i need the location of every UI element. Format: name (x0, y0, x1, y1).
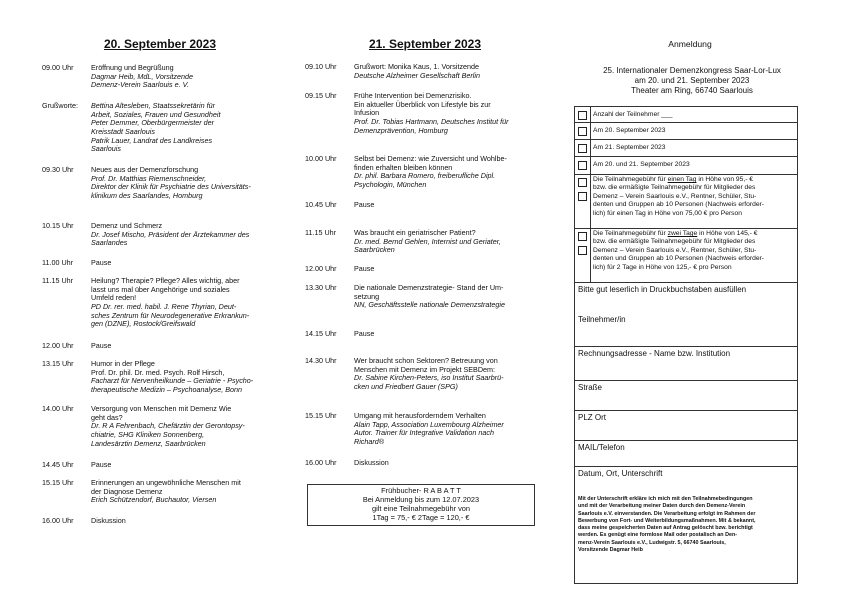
schedule-topic: Selbst bei Demenz: wie Zuversicht und Wohlbe- finden erhalten bleiben können (354, 154, 507, 172)
schedule-speaker: Dr. med. Bernd Gehlen, Internist und Geriater, Saarbrücken (354, 236, 501, 255)
schedule-item (42, 461, 281, 470)
schedule-content (91, 360, 281, 395)
schedule-topic: Frühe Intervention bei Demenzrisiko. Ein aktueller Überblick von Lifestyle bis zur Infusion (354, 91, 491, 118)
schedule-content (354, 155, 544, 190)
fee-one-day-text: Die Teilnahmegebühr für einen Tag in Höhe von 95,- € bzw. die ermäßigte Teilnahmegebühr für Mitglieder des Demenz – Verein Saarlouis e.V., Rentner, Schüler, Stu- denten und Gruppen ab 10 Personen (Nachweis erforder- lich) für einen Tag in Höhe von 75,00 € pro Person (593, 176, 765, 217)
checkbox-fee-one-day-reduced[interactable] (578, 192, 587, 201)
schedule-content (91, 479, 281, 505)
label-21sep: Am 21. September 2023 (593, 144, 666, 151)
schedule-speaker: Bettina Altesleben, Staatssekretärin für Arbeit, Soziales, Frauen und Gesundheit Peter Demmer, Oberbürgermeister der Kreisstadt Saarlouis Patrik Lauer, Landrat des Landkreises Saarlouis (91, 101, 221, 154)
schedule-topic: Was braucht ein geriatrischer Patient? (354, 228, 476, 237)
schedule-speaker: Prof. Dr. Tobias Hartmann, Deutsches Institut für Demenzprävention, Homburg (354, 116, 509, 135)
schedule-topic: Heilung? Therapie? Pflege? Alles wichtig, aber lasst uns mal über Angehörige und soziales Umfeld reden! (91, 276, 240, 303)
schedule-content (91, 259, 281, 268)
schedule-topic: Die nationale Demenzstrategie- Stand der Um- setzung (354, 283, 504, 301)
form-row-fee-two-days (575, 229, 797, 283)
schedule-item (305, 63, 544, 80)
schedule-content (91, 222, 281, 248)
schedule-content (354, 330, 544, 339)
schedule-speaker: Prof. Dr. Matthias Riemenschneider, Direktor der Klinik für Psychiatrie des Universitäts- klinikum des Saarlandes, Homburg (91, 173, 251, 200)
schedule-topic: Demenz und Schmerz (91, 221, 163, 230)
schedule-item (42, 277, 281, 329)
schedule-speaker: Erich Schützendorf, Buchautor, Viersen (91, 495, 217, 505)
schedule-topic: Pause (354, 264, 375, 273)
registration-form (574, 106, 798, 584)
schedule-speaker: Dr. R A Fehrenbach, Chefärztin der Gerontopsy- chiatrie, SHG Kliniken Sonnenberg, Landesärztin Demenz, Saarbrücken (91, 421, 245, 448)
schedule-item (42, 259, 281, 268)
form-row-21sep (575, 140, 797, 157)
schedule-time: 11.15 Uhr (42, 276, 74, 285)
checkbox-fee-two-days-reduced[interactable] (578, 246, 587, 255)
schedule-item (42, 166, 281, 201)
schedule-topic: Pause (354, 200, 375, 209)
field-rechnungsadresse[interactable]: Rechnungsadresse - Name bzw. Institution (575, 347, 797, 381)
checkbox-21sep[interactable] (578, 144, 587, 153)
schedule-content (354, 63, 544, 80)
schedule-topic: Wer braucht schon Sektoren? Betreuung von Menschen mit Demenz im Projekt SEBDem: (354, 356, 498, 374)
schedule-time: 15.15 Uhr (305, 411, 337, 420)
schedule-content (91, 166, 281, 201)
fruehbucher-rabatt-box: Frühbucher- R A B A T T Bei Anmeldung bis zum 12.07.2023 gilt eine Teilnahmegebühr von 1Tag = 75,- € 2Tage = 120,- € (307, 484, 535, 526)
schedule-speaker: Dr. Josef Mischo, Präsident der Ärztekammer des Saarlandes (91, 229, 250, 248)
schedule-speaker: Alain Tapp, Association Luxembourg Alzheimer Autor. Trainer für Integrative Validation nach Richard® (354, 419, 504, 446)
schedule-item (42, 360, 281, 395)
schedule-item (305, 229, 544, 255)
consent-footer: Mit der Unterschrift erkläre ich mich mit den Teilnahmebedingungen und mit der Verarbeitung meiner Daten durch den Demenz-Verein Saarlouis e.V. einverstanden. Die Verarbeitung erfolgt im Rahmen der Bewerbung von Fort- und Weiterbildungsmaßnahmen. Mit & bekannt, dass meine gespeicherten Daten auf Antrag gelöscht bzw. berichtigt werden. Es genügt eine formlose Mail oder postalisch an Den- menz-Verein Saarlouis e.V., Ludwigstr. 5, 66740 Saarlouis, Vorsitzende Dagmar Heib (578, 496, 756, 554)
schedule-topic: Erinnerungen an ungewöhnliche Menschen mit der Diagnose Demenz (91, 478, 241, 496)
schedule-content (91, 277, 281, 329)
schedule-content (354, 201, 544, 210)
checkbox-anzahl[interactable] (578, 111, 587, 120)
schedule-content (91, 102, 281, 154)
field-strasse[interactable]: Straße (575, 381, 797, 411)
schedule-time: 10.45 Uhr (305, 200, 337, 209)
schedule-topic: Umgang mit herausforderndem Verhalten (354, 411, 486, 420)
schedule-time: 09.15 Uhr (305, 91, 337, 100)
schedule-item (42, 102, 281, 154)
schedule-speaker: Dagmar Heib, MdL, Vorsitzende Demenz-Verein Saarlouis e. V. (91, 71, 194, 90)
schedule-item (42, 222, 281, 248)
schedule-topic: Pause (91, 460, 112, 469)
schedule-item (42, 517, 281, 526)
day2-title: 21. September 2023 (368, 37, 482, 51)
schedule-time: 10.00 Uhr (305, 154, 337, 163)
fee-two-days-text: Die Teilnahmegebühr für zwei Tage in Höhe von 145,- € bzw. die ermäßigte Teilnahmegebühr für Mitglieder des Demenz – Verein Saarlouis e.V., Rentner, Schüler, Stu- denten und Gruppen ab 10 Personen (Nachweis erforder- lich) für 2 Tage in Höhe von 125,- € pro Person (593, 230, 765, 271)
schedule-topic: Pause (91, 258, 112, 267)
schedule-topic: Eröffnung und Begrüßung (91, 63, 174, 72)
label-20sep: Am 20. September 2023 (593, 127, 666, 134)
schedule-speaker: NN, Geschäftsstelle nationale Demenzstrategie (354, 300, 506, 310)
schedule-speaker: Dr. Sabine Kirchen-Peters, iso Institut Saarbrü- cken und Friedbert Gauer (SPG) (354, 373, 504, 391)
schedule-topic: Diskussion (91, 516, 126, 525)
schedule-content (354, 284, 544, 310)
schedule-time: 14.30 Uhr (305, 356, 337, 365)
schedule-time: 12.00 Uhr (305, 264, 337, 273)
schedule-item (42, 64, 281, 90)
form-row-fee-one-day (575, 175, 797, 229)
field-datum-unterschrift[interactable]: Datum, Ort, Unterschrift (578, 469, 663, 478)
label-anzahl: Anzahl der Teilnehmer ___ (593, 111, 673, 118)
form-row-both-days (575, 157, 797, 175)
schedule-topic: Humor in der Pflege Prof. Dr. phil. Dr. med. Psych. Rolf Hirsch, (91, 359, 225, 377)
schedule-content (91, 64, 281, 90)
checkbox-fee-two-days[interactable] (578, 232, 587, 241)
schedule-time: 10.15 Uhr (42, 221, 74, 230)
schedule-time: 09.30 Uhr (42, 165, 74, 174)
schedule-topic: Versorgung von Menschen mit Demenz Wie geht das? (91, 404, 232, 422)
schedule-content (354, 459, 544, 468)
schedule-item (305, 284, 544, 310)
anmeldung-title: Anmeldung (668, 39, 712, 49)
schedule-speaker: Deutsche Alzheimer Gesellschaft Berlin (354, 70, 480, 80)
form-row-20sep (575, 123, 797, 140)
form-row-anzahl (575, 107, 797, 123)
schedule-time: 14.45 Uhr (42, 460, 74, 469)
schedule-item (305, 92, 544, 135)
schedule-item (42, 479, 281, 505)
schedule-topic: Pause (91, 341, 112, 350)
schedule-speaker: PD Dr. rer. med. habil. J. Rene Thyrian, Deut- sches Zentrum für Neurodegenerative Erkrankun- gen (DZNE), Rostock/Greifswald (91, 301, 250, 329)
schedule-item (305, 155, 544, 190)
schedule-content (354, 412, 544, 447)
schedule-time: 09.10 Uhr (305, 62, 337, 71)
schedule-topic: Diskussion (354, 458, 389, 467)
schedule-item (42, 342, 281, 351)
schedule-content (91, 405, 281, 448)
schedule-time: 14.15 Uhr (305, 329, 337, 338)
field-mail-telefon[interactable]: MAIL/Telefon (575, 441, 797, 467)
anmeldung-subtitle: 25. Internationaler Demenzkongress Saar-Lor-Lux am 20. und 21. September 2023 Theater am Ring, 66740 Saarlouis (603, 66, 781, 95)
schedule-content (354, 229, 544, 255)
schedule-time: 12.00 Uhr (42, 341, 74, 350)
schedule-topic: Grußwort: Monika Kaus, 1. Vorsitzende (354, 62, 480, 71)
schedule-content (354, 357, 544, 392)
field-teilnehmer[interactable]: Teilnehmer/in (575, 313, 797, 347)
schedule-speaker: Facharzt für Nervenheilkunde – Geriatrie - Psycho- therapeutische Medizin – Psychoanalyse, Bonn (91, 376, 254, 394)
schedule-item (305, 459, 544, 468)
schedule-content (91, 517, 281, 526)
checkbox-fee-one-day[interactable] (578, 178, 587, 187)
schedule-time: 11.00 Uhr (42, 258, 74, 267)
schedule-time: Grußworte: (42, 101, 78, 110)
schedule-time: 16.00 Uhr (42, 516, 74, 525)
schedule-content (354, 92, 544, 135)
schedule-time: 13.15 Uhr (42, 359, 74, 368)
schedule-time: 16.00 Uhr (305, 458, 337, 467)
schedule-item (305, 412, 544, 447)
schedule-topic: Neues aus der Demenzforschung (91, 165, 199, 174)
schedule-content (354, 265, 544, 274)
schedule-item (305, 265, 544, 274)
schedule-item (305, 201, 544, 210)
schedule-time: 13.30 Uhr (305, 283, 337, 292)
schedule-item (305, 357, 544, 392)
schedule-item (42, 405, 281, 448)
field-plz-ort[interactable]: PLZ Ort (575, 411, 797, 441)
schedule-time: 09.00 Uhr (42, 63, 74, 72)
checkbox-20sep[interactable] (578, 127, 587, 136)
schedule-time: 15.15 Uhr (42, 478, 74, 487)
schedule-speaker: Dr. phil. Barbara Romero, freiberufliche Dipl. Psychologin, München (354, 171, 496, 189)
schedule-topic: Pause (354, 329, 375, 338)
schedule-item (305, 330, 544, 339)
schedule-time: 11.15 Uhr (305, 228, 337, 237)
schedule-content (91, 461, 281, 470)
schedule-time: 14.00 Uhr (42, 404, 74, 413)
checkbox-both-days[interactable] (578, 161, 587, 170)
label-both-days: Am 20. und 21. September 2023 (593, 161, 690, 168)
form-instruction: Bitte gut leserlich in Druckbuchstaben ausfüllen (578, 285, 747, 294)
schedule-content (91, 342, 281, 351)
day1-title: 20. September 2023 (103, 37, 217, 51)
